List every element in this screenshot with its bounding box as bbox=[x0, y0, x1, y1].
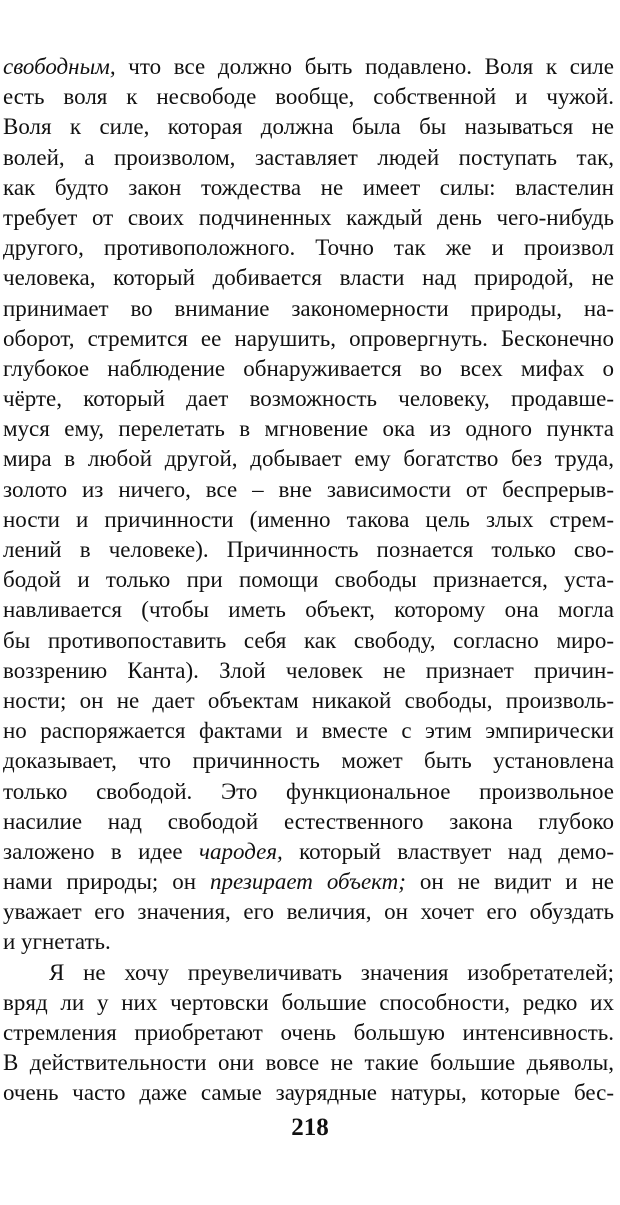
text-segment: нами природы; он bbox=[3, 869, 211, 895]
text-line bbox=[3, 444, 614, 474]
text-segment: принимает во внимание закономерности природы, на- bbox=[3, 295, 614, 321]
text-segment: бодой и только при помощи свободы признается, уста- bbox=[3, 567, 614, 593]
text-segment: воззрению Канта). Злой человек не признает причин- bbox=[3, 657, 614, 683]
text-line bbox=[3, 897, 614, 927]
italic-segment: презирает объект; bbox=[210, 869, 406, 895]
text-segment: есть воля к несвободе вообще, собственной и чужой. bbox=[3, 84, 614, 110]
text-segment: заложено в идее bbox=[3, 838, 200, 864]
text-segment: но распоряжается фактами и вместе с этим эмпирически bbox=[3, 718, 614, 744]
text-line bbox=[3, 565, 614, 595]
text-line bbox=[3, 656, 614, 686]
body-text bbox=[3, 52, 614, 1109]
text-segment: очень часто даже самые заурядные натуры, которые бес- bbox=[3, 1080, 614, 1106]
text-line bbox=[3, 354, 614, 384]
text-segment: человека, который добивается власти над природой, не bbox=[3, 265, 614, 291]
text-segment: он не видит и не bbox=[405, 869, 614, 895]
text-segment: золото из ничего, все – вне зависимости от беспрерыв- bbox=[3, 476, 614, 502]
text-line bbox=[3, 1078, 614, 1108]
text-segment: что все должно быть подавлено. Воля к силе bbox=[115, 54, 614, 79]
text-segment: как будто закон тождества не имеет силы: властелин bbox=[3, 174, 614, 200]
text-line bbox=[3, 958, 614, 988]
text-line bbox=[3, 414, 614, 444]
text-segment: бы противопоставить себя как свободу, согласно миро- bbox=[3, 627, 614, 653]
text-line bbox=[3, 1048, 614, 1078]
text-segment: который властвует над демо- bbox=[282, 838, 614, 864]
text-line bbox=[3, 837, 614, 867]
text-line bbox=[3, 626, 614, 656]
text-segment: другого, противоположного. Точно так же и произвол bbox=[3, 235, 614, 261]
page-number: 218 bbox=[291, 1114, 329, 1141]
text-line bbox=[3, 324, 614, 354]
text-line bbox=[3, 777, 614, 807]
text-line bbox=[3, 82, 614, 112]
text-line bbox=[3, 686, 614, 716]
text-segment: стремления приобретают очень большую интенсивность. bbox=[3, 1020, 614, 1045]
italic-segment: свободным, bbox=[3, 54, 116, 79]
italic-segment: чародея, bbox=[199, 838, 283, 864]
text-line bbox=[3, 807, 614, 837]
text-line bbox=[3, 384, 614, 414]
text-segment: оборот, стремится ее нарушить, опровергнуть. Бесконечно bbox=[3, 325, 614, 351]
text-segment: только свободой. Это функциональное произвольное bbox=[3, 778, 614, 804]
text-line bbox=[3, 595, 614, 625]
text-line bbox=[3, 173, 614, 203]
text-segment: волей, а произволом, заставляет людей поступать так, bbox=[3, 144, 614, 170]
text-line bbox=[3, 263, 614, 293]
text-line bbox=[3, 52, 614, 82]
text-line bbox=[3, 927, 614, 957]
text-line bbox=[3, 1018, 614, 1048]
text-segment: муся ему, перелетать в мгновение ока из одного пункта bbox=[3, 416, 614, 442]
text-segment: требует от своих подчиненных каждый день чего-нибудь bbox=[3, 204, 614, 230]
text-line bbox=[3, 535, 614, 565]
text-segment: лений в человеке). Причинность познается только сво- bbox=[3, 537, 614, 562]
text-segment: насилие над свободой естественного закона глубоко bbox=[3, 808, 614, 834]
text-line bbox=[3, 475, 614, 505]
text-segment: навливается (чтобы иметь объект, которому она могла bbox=[3, 597, 614, 623]
text-segment: ности; он не дает объектам никакой свободы, произволь- bbox=[3, 687, 614, 713]
text-segment: мира в любой другой, добывает ему богатство без труда, bbox=[3, 446, 614, 472]
text-segment: Я не хочу преувеличивать значения изобретателей; bbox=[49, 959, 614, 985]
text-segment: В действительности они вовсе не такие большие дьяволы, bbox=[3, 1050, 614, 1076]
text-segment: уважает его значения, его величия, он хочет его обуздать bbox=[3, 899, 614, 925]
text-segment: чёрте, который дает возможность человеку, продавше- bbox=[3, 386, 614, 412]
text-line bbox=[3, 143, 614, 173]
text-line bbox=[3, 505, 614, 535]
text-segment: ности и причинности (именно такова цель злых стрем- bbox=[3, 506, 614, 532]
text-segment: вряд ли у них чертовски большие способности, редко их bbox=[3, 989, 614, 1015]
text-line bbox=[3, 203, 614, 233]
text-line bbox=[3, 112, 614, 142]
text-line bbox=[3, 716, 614, 746]
text-segment: доказывает, что причинность может быть установлена bbox=[3, 748, 614, 774]
text-line bbox=[3, 233, 614, 263]
text-line bbox=[3, 988, 614, 1018]
text-line bbox=[3, 746, 614, 776]
text-segment: и угнетать. bbox=[3, 929, 111, 955]
text-line bbox=[3, 294, 614, 324]
text-segment: глубокое наблюдение обнаруживается во всех мифах о bbox=[3, 355, 614, 381]
text-segment: Воля к силе, которая должна была бы называться не bbox=[3, 114, 614, 140]
text-line bbox=[3, 867, 614, 897]
